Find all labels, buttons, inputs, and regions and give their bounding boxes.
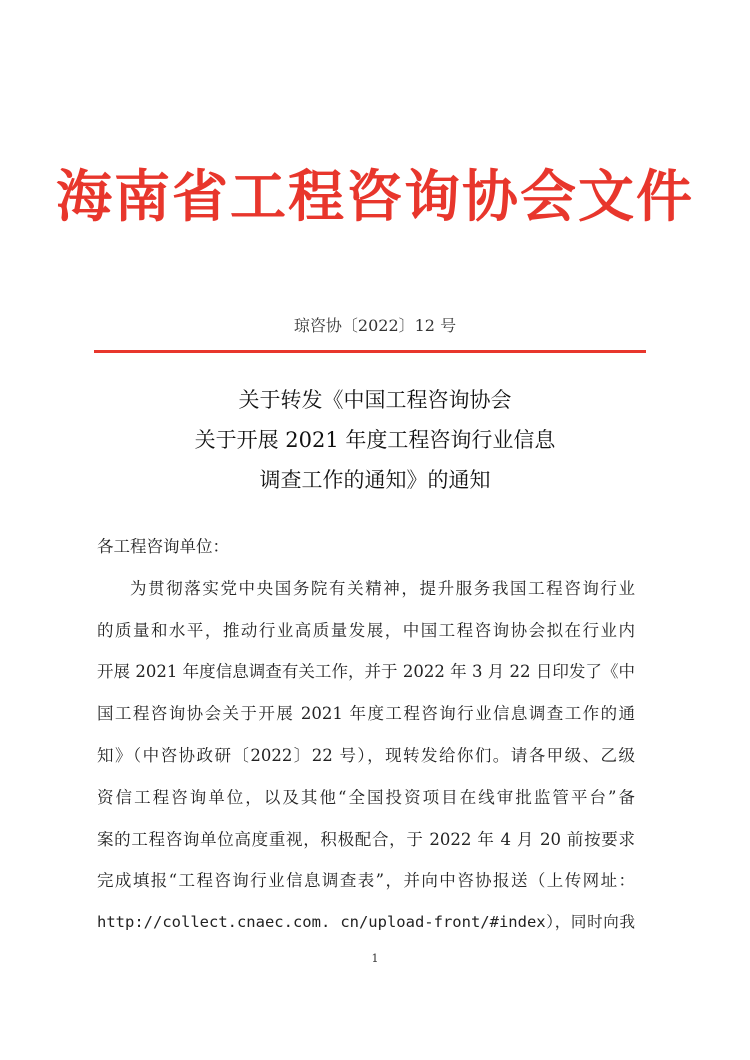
title-line: 关于开展 2021 年度工程咨询行业信息: [194, 428, 556, 452]
body-line: 为贯彻落实党中央国务院有关精神，提升服务我国工程咨询行业: [130, 578, 635, 598]
salutation: 各工程咨询单位：: [97, 537, 229, 556]
body-line: 国工程咨询协会关于开展 2021 年度工程咨询行业信息调查工作的通: [97, 704, 635, 724]
notice-title: [0, 380, 750, 500]
title-line: 调查工作的通知》的通知: [259, 468, 491, 492]
body-line: 知》（中咨协政研〔2022〕22 号），现转发给你们。请各甲级、乙级: [97, 745, 635, 765]
body-line: 开展 2021 年度信息调查有关工作，并于 2022 年 3 月 22 日印发了《中: [97, 662, 635, 682]
document-number: 琼咨协〔2022〕12 号: [293, 316, 457, 335]
body-line: 案的工程咨询单位高度重视，积极配合，于 2022 年 4 月 20 前按要求: [97, 829, 635, 849]
red-divider-line: [94, 350, 646, 353]
masthead-title: 海南省工程咨询协会文件: [56, 164, 694, 230]
body-line: 完成填报“工程咨询行业信息调查表”，并向中咨协报送（上传网址：: [97, 871, 635, 891]
body-line-url: http://collect.cnaec.com. cn/upload-front/#index），同时向我: [97, 913, 635, 932]
title-line: 关于转发《中国工程咨询协会: [238, 388, 512, 412]
body-line: 资信工程咨询单位，以及其他“全国投资项目在线审批监管平台”备: [97, 787, 635, 807]
page-number: 1: [371, 952, 379, 965]
notice-body: [97, 526, 635, 944]
body-line: 的质量和水平，推动行业高质量发展，中国工程咨询协会拟在行业内: [97, 620, 635, 640]
